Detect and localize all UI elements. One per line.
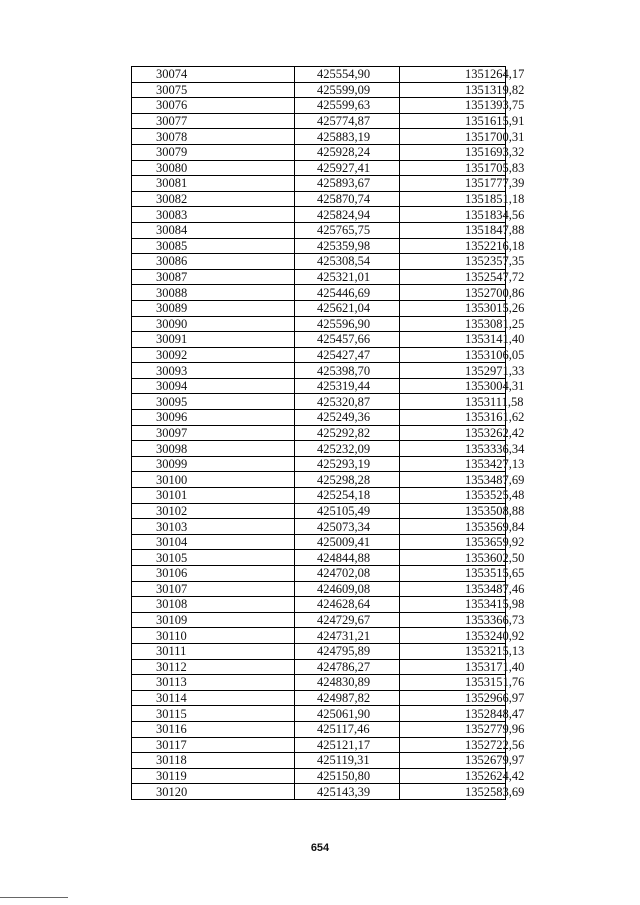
- table-row: [132, 425, 506, 441]
- easting-cell: 425596,90: [295, 316, 400, 332]
- northing-cell: 1351615,91: [400, 113, 506, 129]
- northing-cell: 1353508,88: [400, 503, 506, 519]
- point-number-cell: 30094: [132, 378, 295, 394]
- northing-cell: 1352583,69: [400, 784, 506, 800]
- table-row: [132, 784, 506, 800]
- table-row: [132, 706, 506, 722]
- northing-cell: 1353215,13: [400, 643, 506, 659]
- easting-cell: 425321,01: [295, 269, 400, 285]
- northing-cell: 1353151,76: [400, 675, 506, 691]
- coordinates-table: [131, 66, 525, 800]
- easting-cell: 425824,94: [295, 207, 400, 223]
- northing-cell: 1353081,25: [400, 316, 506, 332]
- easting-cell: 425359,98: [295, 238, 400, 254]
- northing-cell: 1353240,92: [400, 628, 506, 644]
- easting-cell: 425293,19: [295, 456, 400, 472]
- easting-cell: 424830,89: [295, 675, 400, 691]
- easting-cell: 424729,67: [295, 612, 400, 628]
- point-number-cell: 30078: [132, 129, 295, 145]
- table-row: [132, 113, 506, 129]
- table-row: [132, 628, 506, 644]
- table-row: [132, 503, 506, 519]
- northing-cell: 1351319,82: [400, 82, 506, 98]
- point-number-cell: 30084: [132, 222, 295, 238]
- page-number: 654: [310, 842, 330, 854]
- northing-cell: 1353569,84: [400, 519, 506, 535]
- easting-cell: 425009,41: [295, 534, 400, 550]
- point-number-cell: 30110: [132, 628, 295, 644]
- northing-cell: 1352700,86: [400, 285, 506, 301]
- easting-cell: 425927,41: [295, 160, 400, 176]
- northing-cell: 1351693,32: [400, 144, 506, 160]
- table-row: [132, 394, 506, 410]
- point-number-cell: 30112: [132, 659, 295, 675]
- northing-cell: 1353336,34: [400, 441, 506, 457]
- point-number-cell: 30105: [132, 550, 295, 566]
- easting-cell: 425621,04: [295, 300, 400, 316]
- easting-cell: 425298,28: [295, 472, 400, 488]
- northing-cell: 1352624,42: [400, 768, 506, 784]
- northing-cell: 1351851,18: [400, 191, 506, 207]
- easting-cell: 425232,09: [295, 441, 400, 457]
- easting-cell: 425249,36: [295, 410, 400, 426]
- table-row: [132, 378, 506, 394]
- easting-cell: 424987,82: [295, 690, 400, 706]
- point-number-cell: 30099: [132, 456, 295, 472]
- table-row: [132, 144, 506, 160]
- point-number-cell: 30082: [132, 191, 295, 207]
- table-row: [132, 612, 506, 628]
- northing-cell: 1353111,58: [400, 394, 506, 410]
- easting-cell: 425893,67: [295, 176, 400, 192]
- table-row: [132, 456, 506, 472]
- point-number-cell: 30102: [132, 503, 295, 519]
- northing-cell: 1353415,98: [400, 597, 506, 613]
- easting-cell: 425308,54: [295, 254, 400, 270]
- easting-cell: 425292,82: [295, 425, 400, 441]
- easting-cell: 425457,66: [295, 332, 400, 348]
- table-row: [132, 753, 506, 769]
- northing-cell: 1353602,50: [400, 550, 506, 566]
- table-row: [132, 98, 506, 114]
- northing-cell: 1351847,88: [400, 222, 506, 238]
- easting-cell: 425427,47: [295, 347, 400, 363]
- easting-cell: 425320,87: [295, 394, 400, 410]
- northing-cell: 1353015,26: [400, 300, 506, 316]
- northing-cell: 1353171,40: [400, 659, 506, 675]
- table-row: [132, 581, 506, 597]
- point-number-cell: 30116: [132, 721, 295, 737]
- northing-cell: 1352216,18: [400, 238, 506, 254]
- table-row: [132, 675, 506, 691]
- easting-cell: 425765,75: [295, 222, 400, 238]
- point-number-cell: 30119: [132, 768, 295, 784]
- easting-cell: 425398,70: [295, 363, 400, 379]
- table-row: [132, 643, 506, 659]
- easting-cell: 425117,46: [295, 721, 400, 737]
- table-row: [132, 176, 506, 192]
- point-number-cell: 30100: [132, 472, 295, 488]
- point-number-cell: 30115: [132, 706, 295, 722]
- table-row: [132, 222, 506, 238]
- northing-cell: 1353004,31: [400, 378, 506, 394]
- easting-cell: 425599,09: [295, 82, 400, 98]
- point-number-cell: 30089: [132, 300, 295, 316]
- table-row: [132, 566, 506, 582]
- point-number-cell: 30077: [132, 113, 295, 129]
- easting-cell: 425554,90: [295, 67, 400, 83]
- point-number-cell: 30106: [132, 566, 295, 582]
- coordinates-table-body: [132, 67, 525, 800]
- table-row: [132, 160, 506, 176]
- point-number-cell: 30085: [132, 238, 295, 254]
- easting-cell: 425319,44: [295, 378, 400, 394]
- point-number-cell: 30076: [132, 98, 295, 114]
- northing-cell: 1353161,62: [400, 410, 506, 426]
- table-row: [132, 82, 506, 98]
- point-number-cell: 30093: [132, 363, 295, 379]
- table-row: [132, 737, 506, 753]
- northing-cell: 1353262,42: [400, 425, 506, 441]
- northing-cell: 1353487,46: [400, 581, 506, 597]
- easting-cell: 425150,80: [295, 768, 400, 784]
- northing-cell: 1352679,97: [400, 753, 506, 769]
- point-number-cell: 30087: [132, 269, 295, 285]
- point-number-cell: 30097: [132, 425, 295, 441]
- easting-cell: 424702,08: [295, 566, 400, 582]
- point-number-cell: 30080: [132, 160, 295, 176]
- northing-cell: 1352357,35: [400, 254, 506, 270]
- point-number-cell: 30091: [132, 332, 295, 348]
- northing-cell: 1352848,47: [400, 706, 506, 722]
- footnote-divider: [0, 897, 68, 898]
- point-number-cell: 30090: [132, 316, 295, 332]
- point-number-cell: 30083: [132, 207, 295, 223]
- point-number-cell: 30114: [132, 690, 295, 706]
- northing-cell: 1352547,72: [400, 269, 506, 285]
- table-row: [132, 191, 506, 207]
- northing-cell: 1351393,75: [400, 98, 506, 114]
- point-number-cell: 30095: [132, 394, 295, 410]
- point-number-cell: 30117: [132, 737, 295, 753]
- table-row: [132, 410, 506, 426]
- table-row: [132, 519, 506, 535]
- point-number-cell: 30104: [132, 534, 295, 550]
- easting-cell: 425599,63: [295, 98, 400, 114]
- northing-cell: 1351264,17: [400, 67, 506, 83]
- point-number-cell: 30088: [132, 285, 295, 301]
- northing-cell: 1353487,69: [400, 472, 506, 488]
- point-number-cell: 30113: [132, 675, 295, 691]
- easting-cell: 424731,21: [295, 628, 400, 644]
- table-row: [132, 254, 506, 270]
- northing-cell: 1353366,73: [400, 612, 506, 628]
- table-row: [132, 332, 506, 348]
- table-row: [132, 238, 506, 254]
- northing-cell: 1351705,83: [400, 160, 506, 176]
- northing-cell: 1353141,40: [400, 332, 506, 348]
- table-row: [132, 316, 506, 332]
- table-row: [132, 363, 506, 379]
- point-number-cell: 30103: [132, 519, 295, 535]
- easting-cell: 425883,19: [295, 129, 400, 145]
- table-row: [132, 300, 506, 316]
- easting-cell: 425105,49: [295, 503, 400, 519]
- table-row: [132, 347, 506, 363]
- northing-cell: 1353515,65: [400, 566, 506, 582]
- table-row: [132, 67, 506, 83]
- easting-cell: 425774,87: [295, 113, 400, 129]
- easting-cell: 425254,18: [295, 488, 400, 504]
- easting-cell: 425073,34: [295, 519, 400, 535]
- easting-cell: 425928,24: [295, 144, 400, 160]
- northing-cell: 1352971,33: [400, 363, 506, 379]
- table-row: [132, 129, 506, 145]
- table-row: [132, 269, 506, 285]
- northing-cell: 1352722,56: [400, 737, 506, 753]
- northing-cell: 1353659,92: [400, 534, 506, 550]
- northing-cell: 1351700,31: [400, 129, 506, 145]
- point-number-cell: 30108: [132, 597, 295, 613]
- point-number-cell: 30118: [132, 753, 295, 769]
- point-number-cell: 30107: [132, 581, 295, 597]
- table-row: [132, 472, 506, 488]
- point-number-cell: 30109: [132, 612, 295, 628]
- point-number-cell: 30096: [132, 410, 295, 426]
- northing-cell: 1352779,96: [400, 721, 506, 737]
- northing-cell: 1351777,39: [400, 176, 506, 192]
- point-number-cell: 30098: [132, 441, 295, 457]
- point-number-cell: 30074: [132, 67, 295, 83]
- northing-cell: 1351834,56: [400, 207, 506, 223]
- easting-cell: 425061,90: [295, 706, 400, 722]
- table-row: [132, 768, 506, 784]
- point-number-cell: 30086: [132, 254, 295, 270]
- table-row: [132, 690, 506, 706]
- easting-cell: 424786,27: [295, 659, 400, 675]
- table-row: [132, 659, 506, 675]
- table-row: [132, 207, 506, 223]
- easting-cell: 425143,39: [295, 784, 400, 800]
- point-number-cell: 30075: [132, 82, 295, 98]
- point-number-cell: 30092: [132, 347, 295, 363]
- point-number-cell: 30079: [132, 144, 295, 160]
- easting-cell: 424844,88: [295, 550, 400, 566]
- table-row: [132, 550, 506, 566]
- easting-cell: 425119,31: [295, 753, 400, 769]
- point-number-cell: 30081: [132, 176, 295, 192]
- easting-cell: 424628,64: [295, 597, 400, 613]
- point-number-cell: 30101: [132, 488, 295, 504]
- table-row: [132, 441, 506, 457]
- northing-cell: 1353427,13: [400, 456, 506, 472]
- easting-cell: 424609,08: [295, 581, 400, 597]
- table-row: [132, 488, 506, 504]
- table-row: [132, 597, 506, 613]
- easting-cell: 425870,74: [295, 191, 400, 207]
- table-row: [132, 534, 506, 550]
- table-row: [132, 285, 506, 301]
- northing-cell: 1352966,97: [400, 690, 506, 706]
- northing-cell: 1353525,48: [400, 488, 506, 504]
- easting-cell: 425121,17: [295, 737, 400, 753]
- point-number-cell: 30120: [132, 784, 295, 800]
- point-number-cell: 30111: [132, 643, 295, 659]
- easting-cell: 425446,69: [295, 285, 400, 301]
- easting-cell: 424795,89: [295, 643, 400, 659]
- northing-cell: 1353106,05: [400, 347, 506, 363]
- table-row: [132, 721, 506, 737]
